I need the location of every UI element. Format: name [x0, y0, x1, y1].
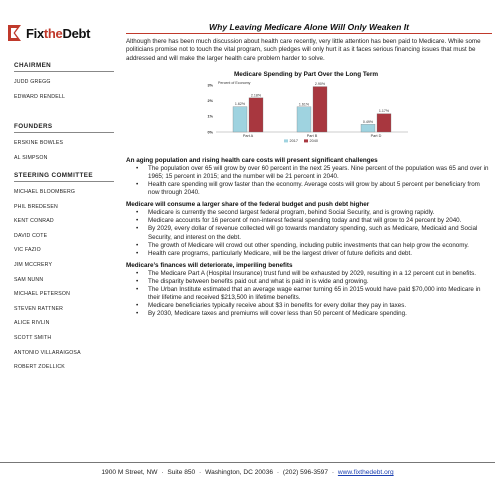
- footer-separator: ·: [276, 469, 280, 476]
- steering-member-name: SCOTT SMITH: [14, 334, 52, 341]
- footer-city: Washington, DC 20036: [205, 469, 274, 476]
- bullet-item: • The disparity between benefits paid out and what is paid in is wide and growing.: [136, 278, 492, 286]
- bullet-item: • Medicare is currently the second largest federal program, behind Social Security, and is growing rapidly.: [136, 209, 492, 217]
- steering-member-name: KENT CONRAD: [14, 218, 54, 225]
- fix-the-debt-logo: [6, 24, 90, 42]
- section-medicare-finances: [126, 262, 492, 319]
- steering-member-name: VIC FAZIO: [14, 247, 41, 254]
- legend-label: 2017: [289, 138, 298, 143]
- founders-section: [14, 123, 114, 168]
- bar-2040-part-d: [377, 114, 391, 132]
- chairmen-section: [14, 62, 114, 107]
- logo-suffix: Debt: [62, 25, 91, 41]
- bullet-item: • By 2029, every dollar of revenue collected will go towards mandatory spending, such as Medicare, Medicaid and Social Security, and interest on the debt.: [136, 225, 492, 241]
- founder-name: AL SIMPSON: [14, 154, 48, 161]
- x-tick-label: Part B: [306, 133, 318, 138]
- chart-y-axis-label: Percent of Economy: [218, 80, 251, 85]
- page-footer: [0, 462, 495, 495]
- bullet-item: • The population over 65 will grow by over 60 percent in the next 25 years. Nine percent of the population was 65 and over in 1965; 15 percent in 2015; and the number will be 21 percent in 2040.: [136, 165, 492, 181]
- steering-member-name: MICHAEL PETERSON: [14, 291, 71, 298]
- chairman-name: EDWARD RENDELL: [14, 93, 66, 100]
- section-heading: An aging population and rising health care costs will present significant challenges: [126, 156, 378, 164]
- y-tick-label: 0%: [207, 130, 213, 135]
- footer-website-link[interactable]: www.fixthedebt.org: [337, 469, 394, 476]
- section-aging-population: [126, 157, 492, 197]
- bullet-item: • Medicare accounts for 16 percent of non-interest federal spending today and that will grow to 24 percent by 2040.: [136, 217, 492, 225]
- steering-member-name: JIM MCCRERY: [14, 261, 53, 268]
- steering-member-name: ROBERT ZOELLICK: [14, 364, 65, 371]
- footer-separator: ·: [199, 469, 202, 476]
- logo-mark-icon: [6, 24, 23, 42]
- steering-member-name: ALICE RIVLIN: [14, 320, 50, 327]
- footer-separator: ·: [331, 469, 335, 476]
- steering-member-name: ANTONIO VILLARAIGOSA: [14, 349, 81, 356]
- main-content: [126, 22, 492, 318]
- section-heading: Medicare will consume a larger share of the federal budget and push debt higher: [126, 201, 370, 209]
- footer-contact-line: [0, 469, 495, 476]
- logo-prefix: Fix: [26, 25, 44, 41]
- document-title: Why Leaving Medicare Alone Will Only Weaken It: [126, 22, 492, 34]
- bullet-item: • The Medicare Part A (Hospital Insurance) trust fund will be exhausted by 2029, resulting in a 12 percent cut in benefits.: [136, 270, 492, 278]
- bullet-item: • Health care spending will grow faster than the economy. Average costs will grow by about 5 percent per beneficiary from now through 2040.: [136, 181, 492, 197]
- bar-value-label: 2.18%: [250, 93, 262, 98]
- bar-2040-part-a: [249, 98, 263, 132]
- legend-swatch-2017: [284, 139, 288, 142]
- bar-2040-part-b: [313, 86, 327, 131]
- logo-middle: the: [43, 25, 63, 41]
- footer-separator: ·: [161, 469, 164, 476]
- bar-value-label: 1.62%: [234, 102, 246, 107]
- y-tick-label: 1%: [207, 114, 213, 119]
- y-tick-label: 2%: [207, 98, 213, 103]
- medicare-spending-chart: [196, 69, 416, 153]
- bar-2017-part-a: [233, 107, 247, 132]
- chart-title: Medicare Spending by Part Over the Long Term: [233, 70, 379, 78]
- chart-svg: [196, 69, 416, 153]
- bullet-item: • The Urban Institute estimated that an average wage earner turning 65 in 2015 would have paid $70,000 into Medicare in their lifetime and received $213,500 in lifetime benefits.: [136, 286, 492, 302]
- bar-value-label: 0.49%: [362, 119, 374, 124]
- steering-member-name: MICHAEL BLOOMBERG: [14, 189, 76, 195]
- intro-paragraph: Although there has been much discussion about health care recently, very little attention has been paid to Medicare. While some politicians promise not to touch the vital program, such pledges will only hurt it as it faces serious financing issues that must be addressed and will make the larger health care problem harder to solve.: [126, 38, 481, 62]
- sidebar: [0, 0, 118, 460]
- steering-member-name: PHIL BREDESEN: [14, 203, 58, 210]
- steering-member-name: DAVID COTE: [14, 232, 48, 239]
- bar-2017-part-d: [361, 124, 375, 132]
- bar-2017-part-b: [297, 107, 311, 132]
- steering-committee-section: [14, 172, 114, 378]
- x-tick-label: Part A: [242, 133, 254, 138]
- bullet-item: • Health care programs, particularly Medicare, will be the largest driver of future deficits and debt.: [136, 250, 492, 258]
- footer-phone: (202) 596-3597: [282, 469, 329, 476]
- steering-member-name: SAM NUNN: [14, 276, 44, 283]
- x-tick-label: Part D: [370, 133, 382, 138]
- section-heading: Medicare’s finances will deteriorate, imperiling benefits: [126, 261, 293, 269]
- section-federal-budget: [126, 201, 492, 258]
- footer-address: 1900 M Street, NW: [101, 469, 158, 476]
- bar-value-label: 2.90%: [314, 81, 326, 86]
- bullet-item: • Medicare beneficiaries typically receive about $3 in benefits for every dollar they pay in taxes.: [136, 302, 492, 310]
- steering-member-name: STEVEN RATTNER: [14, 305, 64, 312]
- footer-suite: Suite 850: [167, 469, 196, 476]
- chairmen-heading: CHAIRMEN: [14, 62, 114, 72]
- legend-label: 2040: [309, 138, 318, 143]
- legend-swatch-2040: [304, 139, 308, 142]
- founders-heading: FOUNDERS: [14, 123, 114, 133]
- bar-value-label: 1.61%: [298, 102, 310, 107]
- y-tick-label: 3%: [207, 83, 213, 88]
- founder-name: ERSKINE BOWLES: [14, 140, 64, 146]
- bullet-item: • By 2030, Medicare taxes and premiums will cover less than 50 percent of Medicare spending.: [136, 310, 492, 318]
- bullet-item: • The growth of Medicare will crowd out other spending, including public investments that can help grow the economy.: [136, 242, 492, 250]
- chairman-name: JUDD GREGG: [14, 79, 51, 85]
- bar-value-label: 1.17%: [378, 109, 390, 114]
- steering-committee-heading: STEERING COMMITTEE: [14, 172, 114, 182]
